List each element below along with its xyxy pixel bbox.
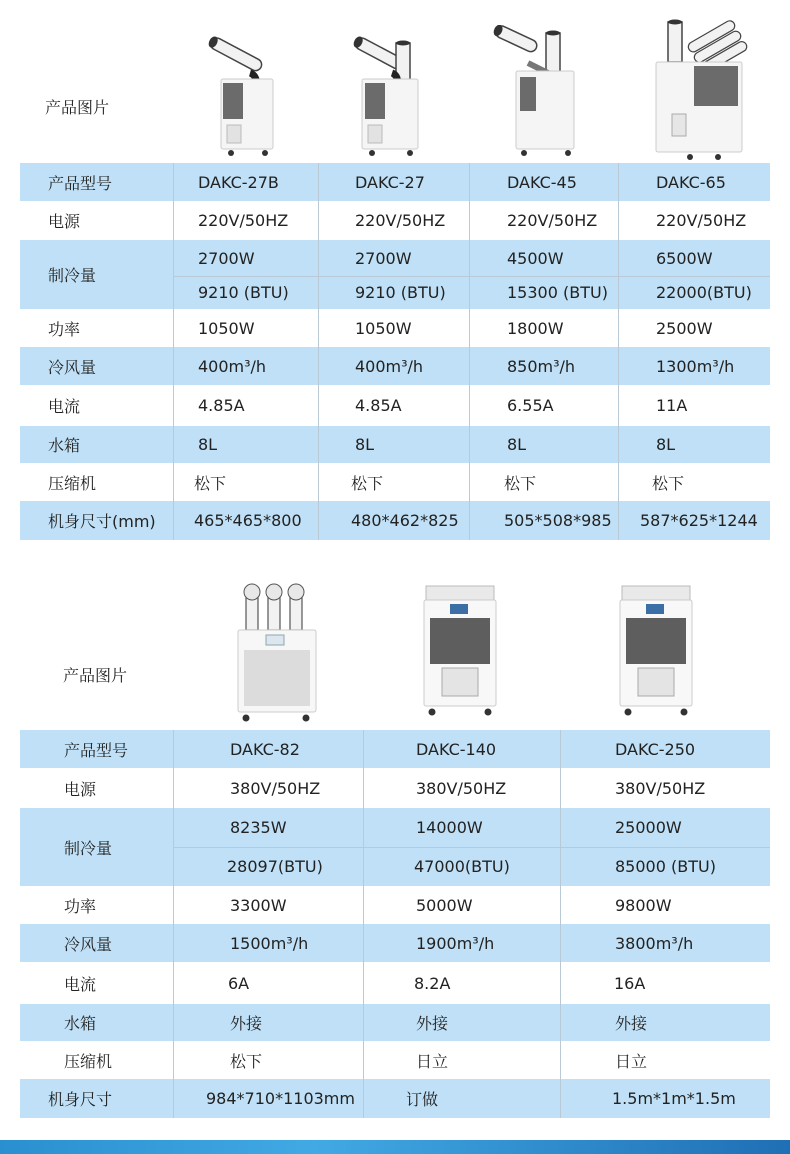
model-cell: DAKC-45 xyxy=(507,172,577,192)
value-cell: 松下 xyxy=(194,473,227,493)
row-label: 电流 xyxy=(48,397,81,416)
table-row-size xyxy=(20,501,770,540)
table-row-model xyxy=(20,730,770,768)
product-image-dakc-140 xyxy=(420,580,500,720)
model-cell: DAKC-250 xyxy=(615,739,696,759)
table-row-airflow xyxy=(20,347,770,385)
value-cell: 6A xyxy=(228,973,250,993)
product-image-dakc-45 xyxy=(490,25,590,160)
value-cell: 16A xyxy=(614,973,646,993)
value-cell: 47000(BTU) xyxy=(414,857,510,876)
row-label: 冷风量 xyxy=(48,357,97,377)
value-cell: 465*465*800 xyxy=(194,511,302,530)
value-cell: 4.85A xyxy=(355,396,402,415)
value-cell: 2700W xyxy=(198,248,255,268)
value-cell: 外接 xyxy=(230,1014,263,1033)
value-cell: 松下 xyxy=(504,473,537,493)
row-label: 功率 xyxy=(48,319,81,339)
value-cell: 85000 (BTU) xyxy=(615,857,716,876)
model-cell: DAKC-27 xyxy=(355,172,425,192)
value-cell: 11A xyxy=(656,396,688,415)
value-cell: 9800W xyxy=(615,895,672,915)
value-cell: 8L xyxy=(507,435,527,454)
value-cell: 外接 xyxy=(416,1014,449,1033)
value-cell: 220V/50HZ xyxy=(656,211,747,230)
bottom-accent-bar xyxy=(0,1140,790,1154)
row-label: 电源 xyxy=(64,779,97,799)
value-cell: 1050W xyxy=(198,318,255,338)
value-cell: 1.5m*1m*1.5m xyxy=(612,1089,736,1108)
value-cell: 984*710*1103mm xyxy=(206,1089,355,1108)
value-cell: 220V/50HZ xyxy=(198,211,289,230)
table-row-wattage xyxy=(20,886,770,924)
row-label: 水箱 xyxy=(48,436,81,455)
row-label: 电源 xyxy=(48,212,81,231)
table-row-size xyxy=(20,1079,770,1118)
value-cell: 外接 xyxy=(615,1014,648,1033)
value-cell: 8L xyxy=(198,435,218,454)
value-cell: 8L xyxy=(656,435,676,454)
model-cell: DAKC-27B xyxy=(198,172,279,192)
row-label: 水箱 xyxy=(64,1014,97,1033)
value-cell: 22000(BTU) xyxy=(656,283,752,302)
value-cell: 日立 xyxy=(416,1051,449,1071)
model-cell: DAKC-140 xyxy=(416,739,497,759)
row-label: 产品型号 xyxy=(64,740,129,760)
value-cell: 505*508*985 xyxy=(504,511,612,530)
value-cell: 松下 xyxy=(351,473,384,493)
spec-table-1 xyxy=(20,163,770,540)
model-cell: DAKC-82 xyxy=(230,739,300,759)
table-row-tank xyxy=(20,1004,770,1041)
value-cell: 4.85A xyxy=(198,396,245,415)
product-image-dakc-27 xyxy=(340,35,440,160)
value-cell: 2700W xyxy=(355,248,412,268)
row-label: 机身尺寸(mm) xyxy=(48,512,156,531)
value-cell: 8.2A xyxy=(414,973,451,993)
row-label: 冷风量 xyxy=(64,934,113,954)
value-cell: 220V/50HZ xyxy=(507,211,598,230)
table-row-model xyxy=(20,163,770,201)
value-cell: 1900m³/h xyxy=(416,933,495,953)
product-image-dakc-65 xyxy=(650,18,760,163)
value-cell: 松下 xyxy=(652,473,685,493)
value-cell: 8L xyxy=(355,435,375,454)
section1-image-label: 产品图片 xyxy=(45,98,110,117)
value-cell: 15300 (BTU) xyxy=(507,283,608,302)
value-cell: 1050W xyxy=(355,318,412,338)
table-row-cooling xyxy=(20,240,770,309)
row-label: 压缩机 xyxy=(64,1051,113,1071)
table-row-airflow xyxy=(20,924,770,962)
value-cell: 1500m³/h xyxy=(230,933,309,953)
value-cell: 220V/50HZ xyxy=(355,211,446,230)
value-cell: 400m³/h xyxy=(198,356,267,376)
value-cell: 28097(BTU) xyxy=(227,857,323,876)
value-cell: 400m³/h xyxy=(355,356,424,376)
value-cell: 380V/50HZ xyxy=(230,778,321,798)
value-cell: 6.55A xyxy=(507,396,554,415)
value-cell: 25000W xyxy=(615,818,682,837)
table-row-current xyxy=(20,962,770,1004)
value-cell: 380V/50HZ xyxy=(416,778,507,798)
value-cell: 850m³/h xyxy=(507,356,576,376)
table-row-tank xyxy=(20,426,770,463)
table-row-compressor xyxy=(20,463,770,501)
row-label: 制冷量 xyxy=(48,266,97,285)
value-cell: 松下 xyxy=(230,1051,263,1071)
table-row-wattage xyxy=(20,309,770,347)
row-label: 电流 xyxy=(64,974,97,994)
value-cell: 480*462*825 xyxy=(351,511,459,530)
value-cell: 14000W xyxy=(416,818,483,837)
row-label: 压缩机 xyxy=(48,473,97,493)
table-row-cooling xyxy=(20,808,770,886)
product-image-dakc-250 xyxy=(616,580,696,720)
spec-table-2 xyxy=(20,730,770,1118)
value-cell: 380V/50HZ xyxy=(615,778,706,798)
value-cell: 1800W xyxy=(507,318,564,338)
value-cell: 6500W xyxy=(656,248,713,268)
value-cell: 3300W xyxy=(230,895,287,915)
value-cell: 9210 (BTU) xyxy=(355,283,446,302)
value-cell: 1300m³/h xyxy=(656,356,735,376)
value-cell: 9210 (BTU) xyxy=(198,283,289,302)
value-cell: 3800m³/h xyxy=(615,933,694,953)
table-row-power xyxy=(20,201,770,240)
table-row-current xyxy=(20,385,770,426)
row-label: 功率 xyxy=(64,896,97,916)
row-label: 制冷量 xyxy=(64,838,113,858)
table-row-power xyxy=(20,768,770,808)
value-cell: 日立 xyxy=(615,1051,648,1071)
product-image-dakc-27b xyxy=(195,35,295,160)
value-cell: 8235W xyxy=(230,818,287,837)
section2-image-label: 产品图片 xyxy=(63,666,128,685)
row-label: 产品型号 xyxy=(48,173,113,193)
value-cell: 587*625*1244 xyxy=(640,511,758,530)
row-label: 机身尺寸 xyxy=(48,1090,113,1109)
value-cell: 5000W xyxy=(416,895,473,915)
table-row-compressor xyxy=(20,1041,770,1079)
value-cell: 4500W xyxy=(507,248,564,268)
product-image-dakc-82 xyxy=(232,580,322,725)
value-cell: 订做 xyxy=(406,1090,439,1109)
value-cell: 2500W xyxy=(656,318,713,338)
model-cell: DAKC-65 xyxy=(656,172,726,192)
